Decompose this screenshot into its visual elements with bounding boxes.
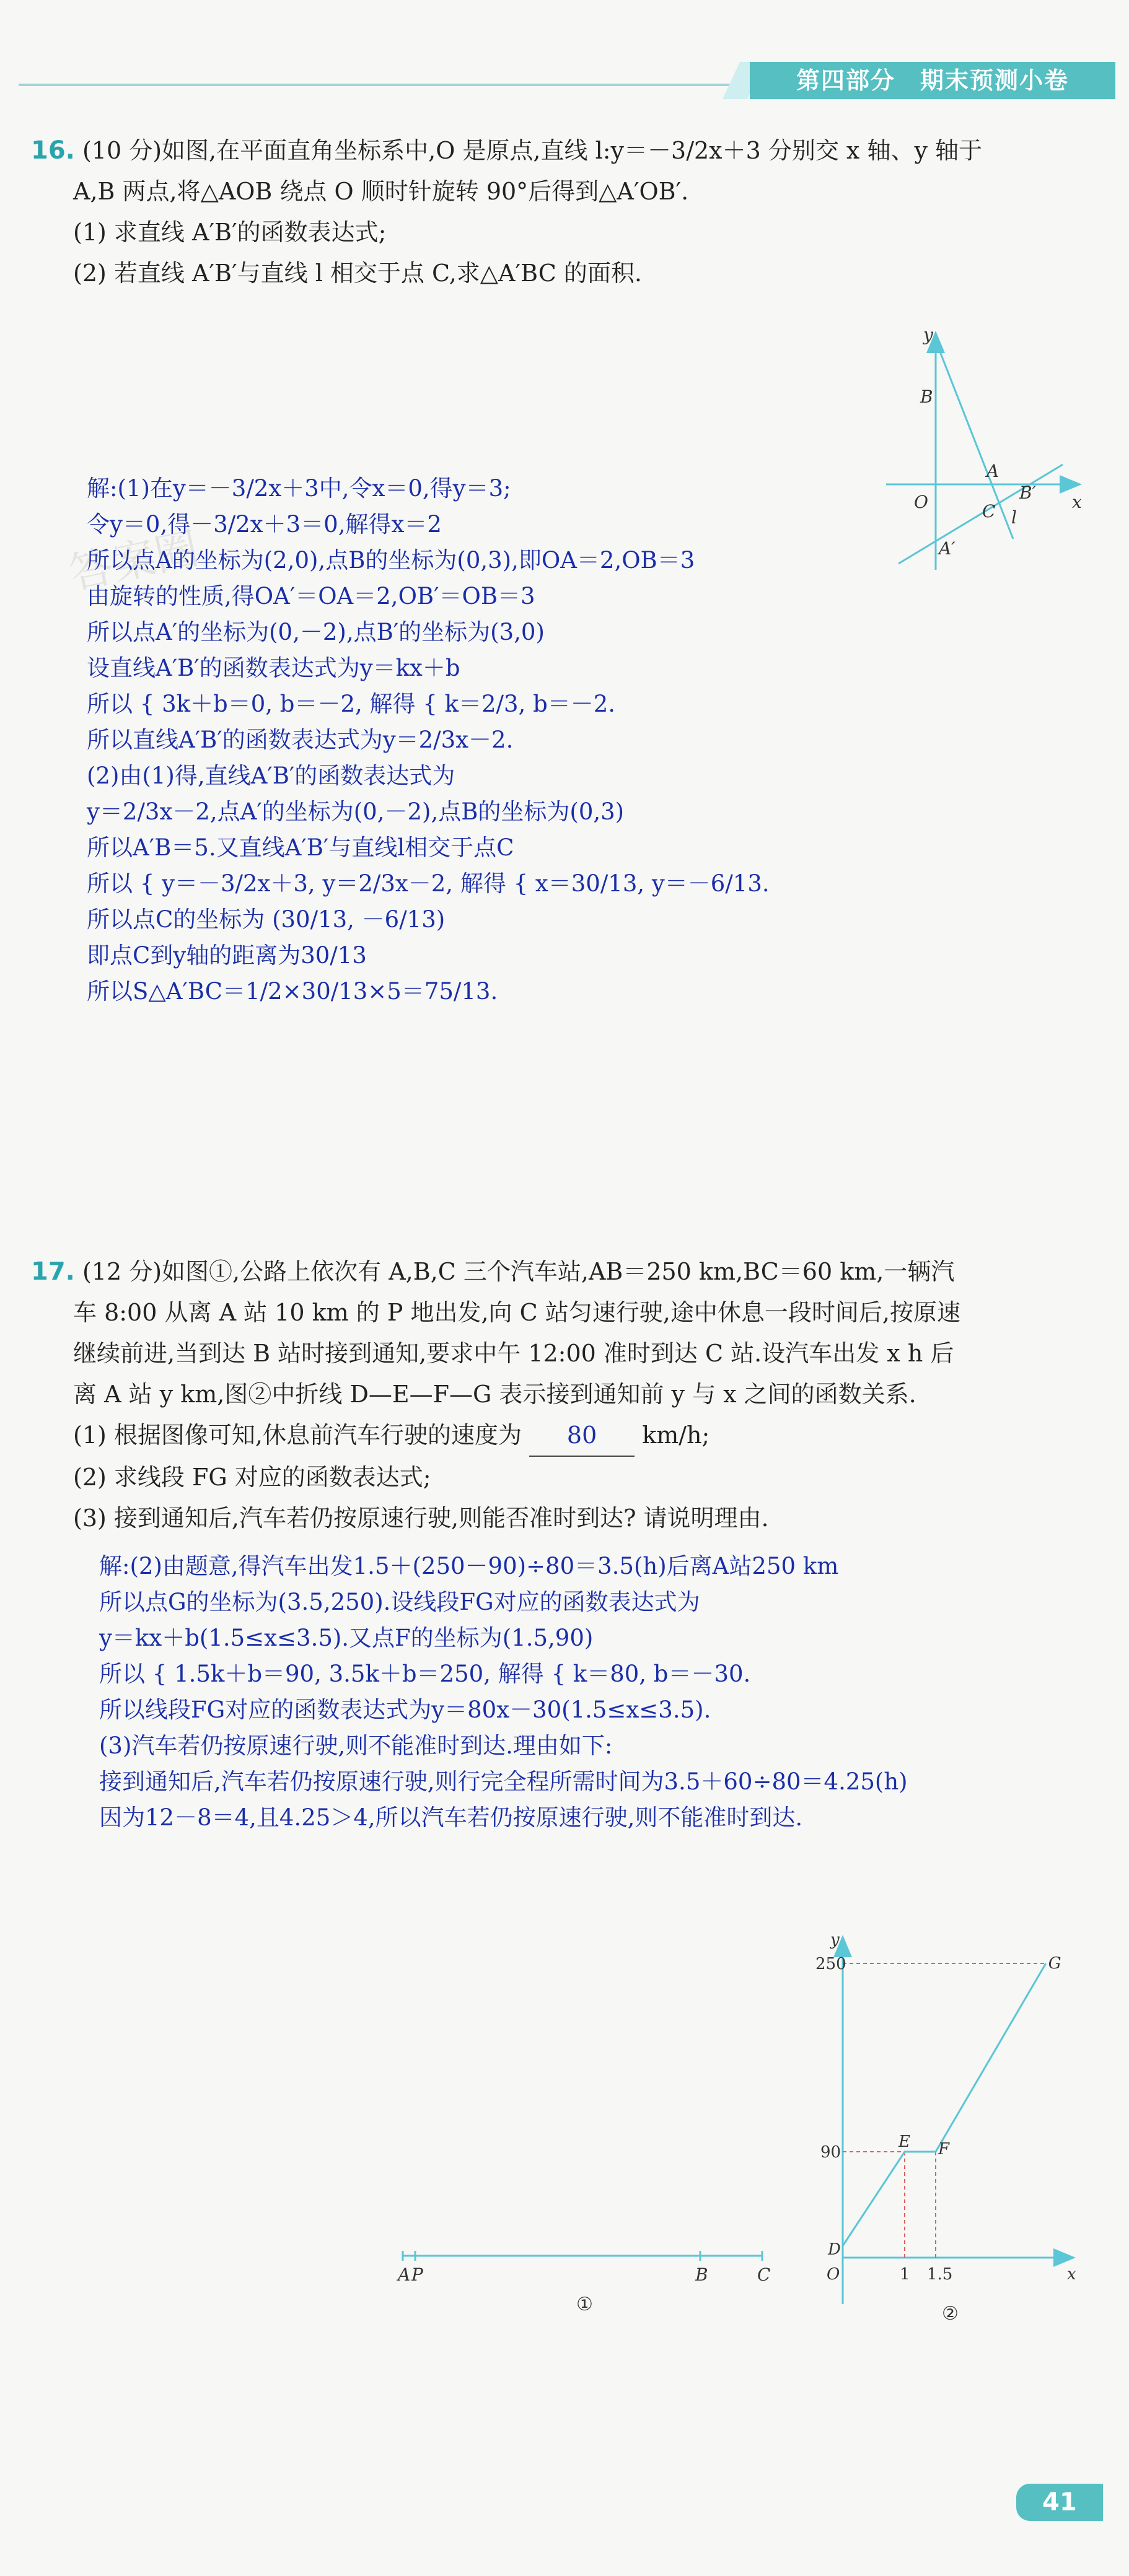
q16-sol-line: 所以点C的坐标为 (30/13, －6/13) — [87, 906, 446, 933]
fig1-caption: ① — [576, 2294, 593, 2315]
q16-line-1: (10 分)如图,在平面直角坐标系中,O 是原点,直线 l:y＝－3/2x＋3 分别交 x 轴、y 轴于 — [82, 137, 982, 164]
graph-label-e: E — [898, 2133, 910, 2151]
q17-sol-line: (3)汽车若仍按原速行驶,则不能准时到达.理由如下: — [99, 1732, 613, 1759]
q16-sol-line: 设直线A′B′的函数表达式为y＝kx＋b — [87, 655, 460, 681]
q16-sol-line: y＝2/3x－2,点A′的坐标为(0,－2),点B的坐标为(0,3) — [87, 798, 625, 825]
q16-sol-line: 解:(1)在y＝－3/2x＋3中,令x＝0,得y＝3; — [87, 475, 511, 502]
q17-sub1 — [31, 1415, 1109, 1457]
q16-label-a: A — [986, 461, 999, 481]
q17-sol-line: 所以线段FG对应的函数表达式为y＝80x－30(1.5≤x≤3.5). — [99, 1696, 711, 1723]
graph-label-g: G — [1048, 1954, 1061, 1973]
q16-number: 16. — [31, 136, 75, 165]
q17-sub1-answer: 80 — [529, 1415, 635, 1457]
q16-sol-line: (2)由(1)得,直线A′B′的函数表达式为 — [87, 762, 455, 789]
q16-text — [31, 130, 1109, 294]
road-label-p: P — [411, 2264, 423, 2285]
q17-sol-line: y＝kx＋b(1.5≤x≤3.5).又点F的坐标为(1.5,90) — [99, 1625, 594, 1651]
q16-label-b: B — [920, 386, 933, 407]
graph-label-y: y — [830, 1932, 840, 1949]
q17-sol-line: 所以 { 1.5k＋b＝90, 3.5k＋b＝250, 解得 { k＝80, b＝－30. — [99, 1661, 751, 1687]
watermark: 答案圈 — [64, 522, 203, 600]
graph-label-d: D — [828, 2240, 841, 2259]
graph-label-o: O — [827, 2265, 840, 2284]
fig2-caption: ② — [942, 2303, 959, 2325]
q16-label-b-prime: B′ — [1019, 482, 1036, 503]
q16-sol-line: 令y＝0,得－3/2x＋3＝0,解得x＝2 — [87, 511, 442, 538]
q16-label-l: l — [1011, 507, 1017, 528]
q16-label-a-prime: A′ — [939, 538, 955, 559]
road-label-c: C — [757, 2264, 771, 2285]
graph-label-f: F — [938, 2140, 950, 2159]
q17-figure-1 — [390, 2230, 775, 2316]
section-header: 第四部分 期末预测小卷 — [750, 62, 1115, 99]
q17-sub3: (3) 接到通知后,汽车若仍按原速行驶,则能否准时到达? 请说明理由. — [73, 1504, 769, 1532]
tick-250: 250 — [815, 1955, 846, 1973]
q16-sol-line: 由旋转的性质,得OA′＝OA＝2,OB′＝OB＝3 — [87, 583, 535, 609]
polyline-defg — [843, 1963, 1046, 2246]
q16-label-o: O — [914, 492, 928, 512]
q17-solution — [99, 1548, 1091, 1836]
q17-sub2: (2) 求线段 FG 对应的函数表达式; — [73, 1464, 431, 1491]
q17-sol-line: 因为12－8＝4,且4.25＞4,所以汽车若仍按原速行驶,则不能准时到达. — [99, 1804, 803, 1831]
q16-line-ab2 — [898, 465, 1063, 564]
tick-90: 90 — [820, 2143, 841, 2162]
q16-label-c: C — [982, 501, 996, 522]
q17-text — [31, 1251, 1109, 1539]
q17-graph — [815, 1932, 1076, 2325]
q16-sol-line: 所以 { 3k＋b＝0, b＝－2, 解得 { k＝2/3, b＝－2. — [87, 691, 616, 717]
q16-sol-line: 所以点A的坐标为(2,0),点B的坐标为(0,3),即OA＝2,OB＝3 — [87, 547, 695, 574]
q16-label-x: x — [1072, 492, 1082, 512]
q17-sol-line: 所以点G的坐标为(3.5,250).设线段FG对应的函数表达式为 — [99, 1589, 700, 1615]
q17-line-4: 离 A 站 y km,图②中折线 D—E—F—G 表示接到通知前 y 与 x 之间的函数关系. — [73, 1381, 916, 1408]
road-label-a: A — [398, 2264, 411, 2285]
q16-solution — [87, 471, 868, 1010]
page-number: 41 — [1016, 2484, 1103, 2521]
q16-line-4: (2) 若直线 A′B′与直线 l 相交于点 C,求△A′BC 的面积. — [73, 260, 642, 287]
q16-sol-line: 所以S△A′BC＝1/2×30/13×5＝75/13. — [87, 978, 498, 1005]
q17-line-3: 继续前进,当到达 B 站时接到通知,要求中午 12:00 准时到达 C 站.设汽车出发 x h 后 — [73, 1340, 954, 1367]
q16-line-2: A,B 两点,将△AOB 绕点 O 顺时针旋转 90°后得到△A′OB′. — [73, 178, 689, 205]
q16-sol-line: 即点C到y轴的距离为30/13 — [87, 942, 367, 969]
q16-sol-line: 所以 { y＝－3/2x＋3, y＝2/3x－2, 解得 { x＝30/13, y＝－6/13. — [87, 870, 770, 897]
q16-sol-line: 所以点A′的坐标为(0,－2),点B′的坐标为(3,0) — [87, 619, 545, 645]
q16-figure — [874, 322, 1097, 582]
q17-number: 17. — [31, 1257, 75, 1286]
q16-sol-line: 所以A′B＝5.又直线A′B′与直线l相交于点C — [87, 834, 514, 861]
q16-sol-line: 所以直线A′B′的函数表达式为y＝2/3x－2. — [87, 727, 514, 753]
q17-sol-line: 接到通知后,汽车若仍按原速行驶,则行完全程所需时间为3.5＋60÷80＝4.25(h) — [99, 1768, 908, 1795]
q17-sub1-prefix: (1) 根据图像可知,休息前汽车行驶的速度为 — [73, 1421, 522, 1449]
q16-line-l — [936, 341, 1013, 539]
tick-1: 1 — [900, 2265, 910, 2284]
q16-label-y: y — [923, 325, 933, 345]
q17-line-2: 车 8:00 从离 A 站 10 km 的 P 地出发,向 C 站匀速行驶,途中休息一段时间后,按原速 — [73, 1299, 960, 1326]
q17-figure-2 — [793, 1932, 1084, 2329]
q17-sub1-unit: km/h; — [642, 1421, 710, 1449]
q17-line-1: (12 分)如图①,公路上依次有 A,B,C 三个汽车站,AB＝250 km,BC＝60 km,一辆汽 — [82, 1258, 955, 1285]
q16-line-3: (1) 求直线 A′B′的函数表达式; — [73, 219, 387, 246]
road-label-b: B — [695, 2264, 708, 2285]
tick-1-5: 1.5 — [927, 2265, 953, 2284]
graph-label-x: x — [1067, 2265, 1076, 2284]
q17-sol-line: 解:(2)由题意,得汽车出发1.5＋(250－90)÷80＝3.5(h)后离A站250 km — [99, 1553, 839, 1579]
